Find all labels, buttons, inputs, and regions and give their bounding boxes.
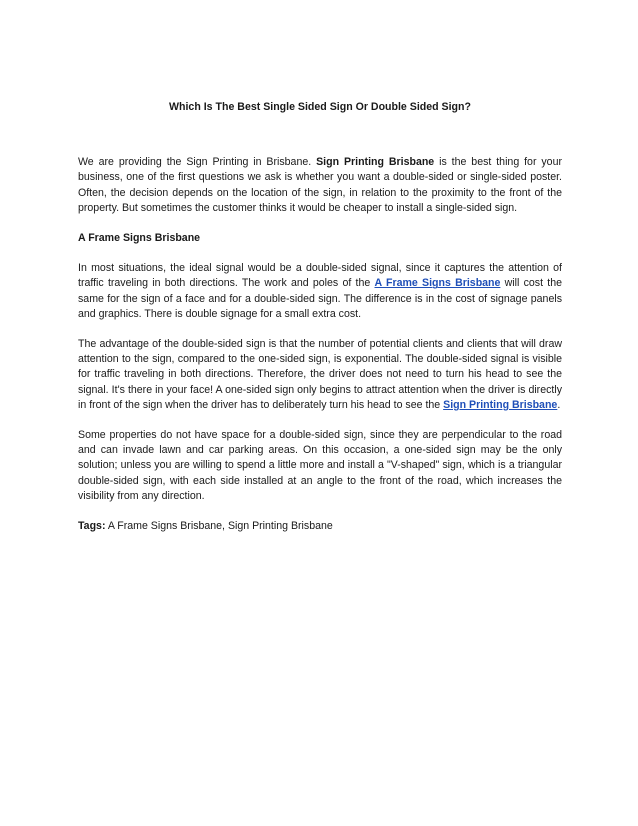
paragraph-intro [78,155,562,216]
paragraph-properties: Some properties do not have space for a double-sided sign, since they are perpendicular to the road and can invade lawn and car parking areas. On this occasion, a one-sided sign may be the only solution; unless you are willing to spend a little more and install a "V-shaped" sign, which is a triangular double-sided sign, with each side installed at an angle to the front of the road, which increases the visibility from any direction. [78,429,562,502]
paragraph-advantage-text-a: The advantage of the double-sided sign is that the number of potential clients and clients that will draw attention to the sign, compared to the one-sided sign, is exponential. The double-sided signal is visible for traffic traveling in both directions. Therefore, the driver does not need to turn his head to see the signal. It's there in your face! A one-sided sign only begins to attract attention when the driver is directly in front of the sign when the driver has to deliberately turn his head to see the [78,338,562,411]
paragraph-intro-text-a: We are providing the Sign Printing in Brisbane. [78,156,317,169]
paragraph-advantage [78,337,562,413]
paragraph-situations-text-b: will cost the same for the sign of a face and for a double-sided sign. The difference is in the cost of signage panels and graphics. There is double signage for a small extra cost. [78,277,562,320]
tags-value: A Frame Signs Brisbane, Sign Printing Brisbane [105,520,333,533]
tags-line [78,519,562,534]
document-title: Which Is The Best Single Sided Sign Or Double Sided Sign? [169,101,471,113]
a-frame-signs-brisbane-link[interactable]: A Frame Signs Brisbane [374,277,501,290]
sign-printing-brisbane-link[interactable]: Sign Printing Brisbane [443,398,558,411]
tags-label: Tags: [78,520,106,533]
paragraph-intro-text-b: is the best thing for your business, one of the first questions we ask is whether you want a double-sided or single-sided poster. Often, the decision depends on the location of the sign, in relation to the proximity to the front of the property. But sometimes the customer thinks it would be cheaper to install a single-sided sign. [78,156,562,214]
paragraph-situations [78,261,562,322]
sign-printing-brisbane-bold: Sign Printing Brisbane [316,156,435,169]
section-heading: A Frame Signs Brisbane [78,232,201,245]
paragraph-advantage-text-b: . [557,398,561,411]
document-page [78,100,562,549]
paragraph-situations-text-a: In most situations, the ideal signal would be a double-sided signal, since it captures the attention of traffic traveling in both directions. The work and poles of the [78,262,562,290]
